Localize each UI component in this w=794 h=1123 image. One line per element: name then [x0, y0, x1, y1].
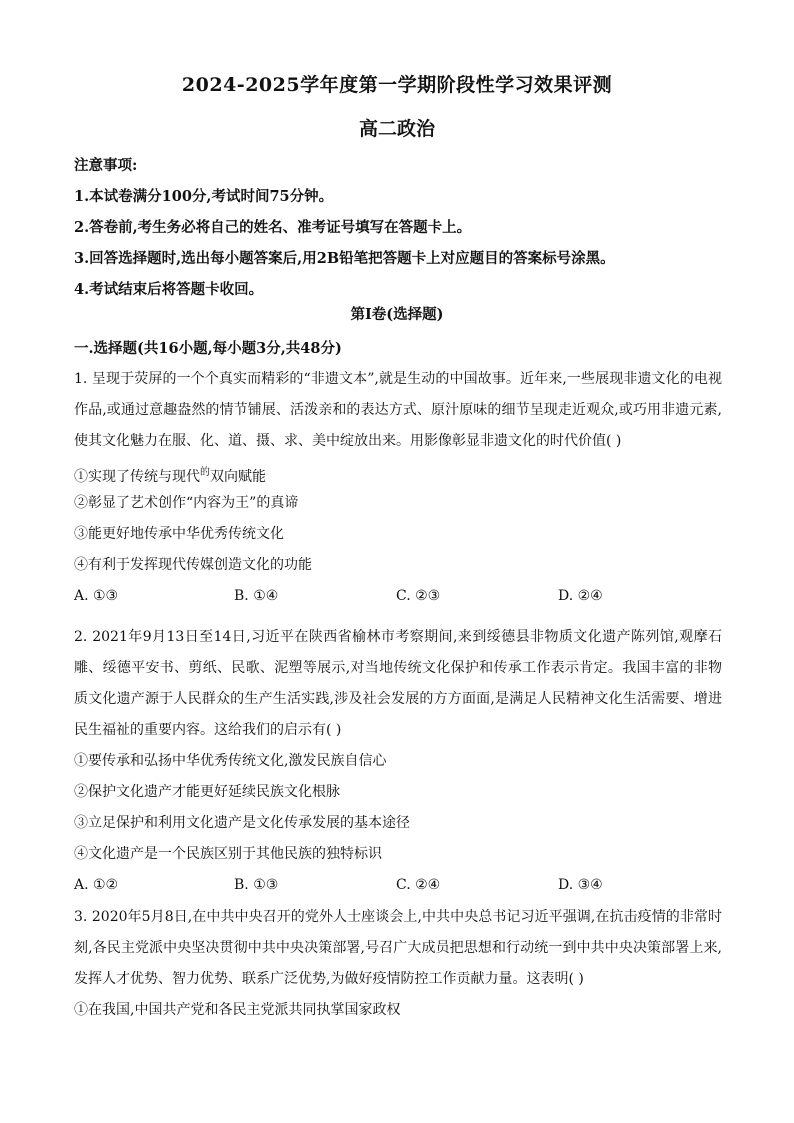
- statement-superscript: 的: [200, 467, 210, 478]
- question-stem: 1. 呈现于荧屏的一个个真实而精彩的“非遗文本”,就是生动的中国故事。近年来,一些展现非遗文化的电视作品,或通过意趣盎然的情节铺展、活泼亲和的表达方式、原汁原味的细节呈现走近观众,或巧用非遗元素,使其文化魅力在服、化、道、摄、求、美中绽放出来。用影像彰显非遗文化的时代价值( ): [74, 371, 722, 449]
- choice-c: C. ②③: [396, 588, 441, 604]
- choice-d: D. ②④: [558, 588, 603, 604]
- statement-option: ④文化遗产是一个民族区别于其他民族的独特标识: [74, 846, 382, 862]
- section-title: 第I卷(选择题): [350, 306, 444, 323]
- statement-option: ④有利于发挥现代传媒创造文化的功能: [74, 557, 312, 573]
- exam-title: 2024-2025学年度第一学期阶段性学习效果评测: [181, 74, 613, 96]
- statement-option: ①在我国,中国共产党和各民主党派共同执掌国家政权: [74, 1002, 401, 1018]
- statement-option: ③能更好地传承中华优秀传统文化: [74, 526, 284, 542]
- statement-option: ③立足保护和利用文化遗产是文化传承发展的基本途径: [74, 815, 410, 831]
- choice-b: B. ①④: [234, 588, 279, 604]
- question-2: [74, 622, 722, 901]
- choice-d: D. ③④: [558, 877, 603, 893]
- question-3: [74, 902, 722, 1026]
- statement-option: ①要传承和弘扬中华优秀传统文化,激发民族自信心: [74, 753, 387, 769]
- statement-text-tail: 双向赋能: [210, 469, 266, 485]
- question-stem: 3. 2020年5月8日,在中共中央召开的党外人士座谈会上,中共中央总书记习近平强调,在抗击疫情的非常时刻,各民主党派中央坚决贯彻中共中央决策部署,号召广大成员把思想和行动统一到中共中央决策部署上来,发挥人才优势、智力优势、联系广泛优势,为做好疫情防控工作贡献力量。这表明( ): [74, 909, 722, 987]
- statement-option: [74, 457, 722, 488]
- answer-choices: [74, 870, 722, 901]
- choice-c: C. ②④: [396, 877, 441, 893]
- exam-subject: 高二政治: [358, 118, 435, 140]
- question-stem: 2. 2021年9月13日至14日,习近平在陕西省榆林市考察期间,来到绥德县非物质文化遗产陈列馆,观摩石雕、绥德平安书、剪纸、民歌、泥塑等展示,对当地传统文化保护和传承工作表示肯定。我国丰富的非物质文化遗产源于人民群众的生产生活实践,涉及社会发展的方方面面,是满足人民精神文化生活需要、增进民生福祉的重要内容。这给我们的启示有( ): [74, 629, 722, 738]
- choice-a: A. ①②: [74, 877, 119, 893]
- note-item: 3.回答选择题时,选出每小题答案后,用2B铅笔把答题卡上对应题目的答案标号涂黑。: [74, 250, 615, 267]
- choice-a: A. ①③: [74, 588, 119, 604]
- notes-block: [74, 150, 734, 305]
- choice-b: B. ①③: [234, 877, 279, 893]
- statement-option: ②彰显了艺术创作“内容为王”的真谛: [74, 495, 299, 511]
- statement-text: ①实现了传统与现代: [74, 469, 200, 485]
- question-1: [74, 364, 722, 612]
- note-item: 2.答卷前,考生务必将自己的姓名、准考证号填写在答题卡上。: [74, 219, 472, 236]
- part-title: 一.选择题(共16小题,每小题3分,共48分): [74, 340, 342, 357]
- note-item: 4.考试结束后将答题卡收回。: [74, 281, 264, 298]
- note-item: 1.本试卷满分100分,考试时间75分钟。: [74, 188, 334, 205]
- statement-option: ②保护文化遗产才能更好延续民族文化根脉: [74, 784, 340, 800]
- answer-choices: [74, 581, 722, 612]
- notes-heading: 注意事项:: [74, 157, 138, 174]
